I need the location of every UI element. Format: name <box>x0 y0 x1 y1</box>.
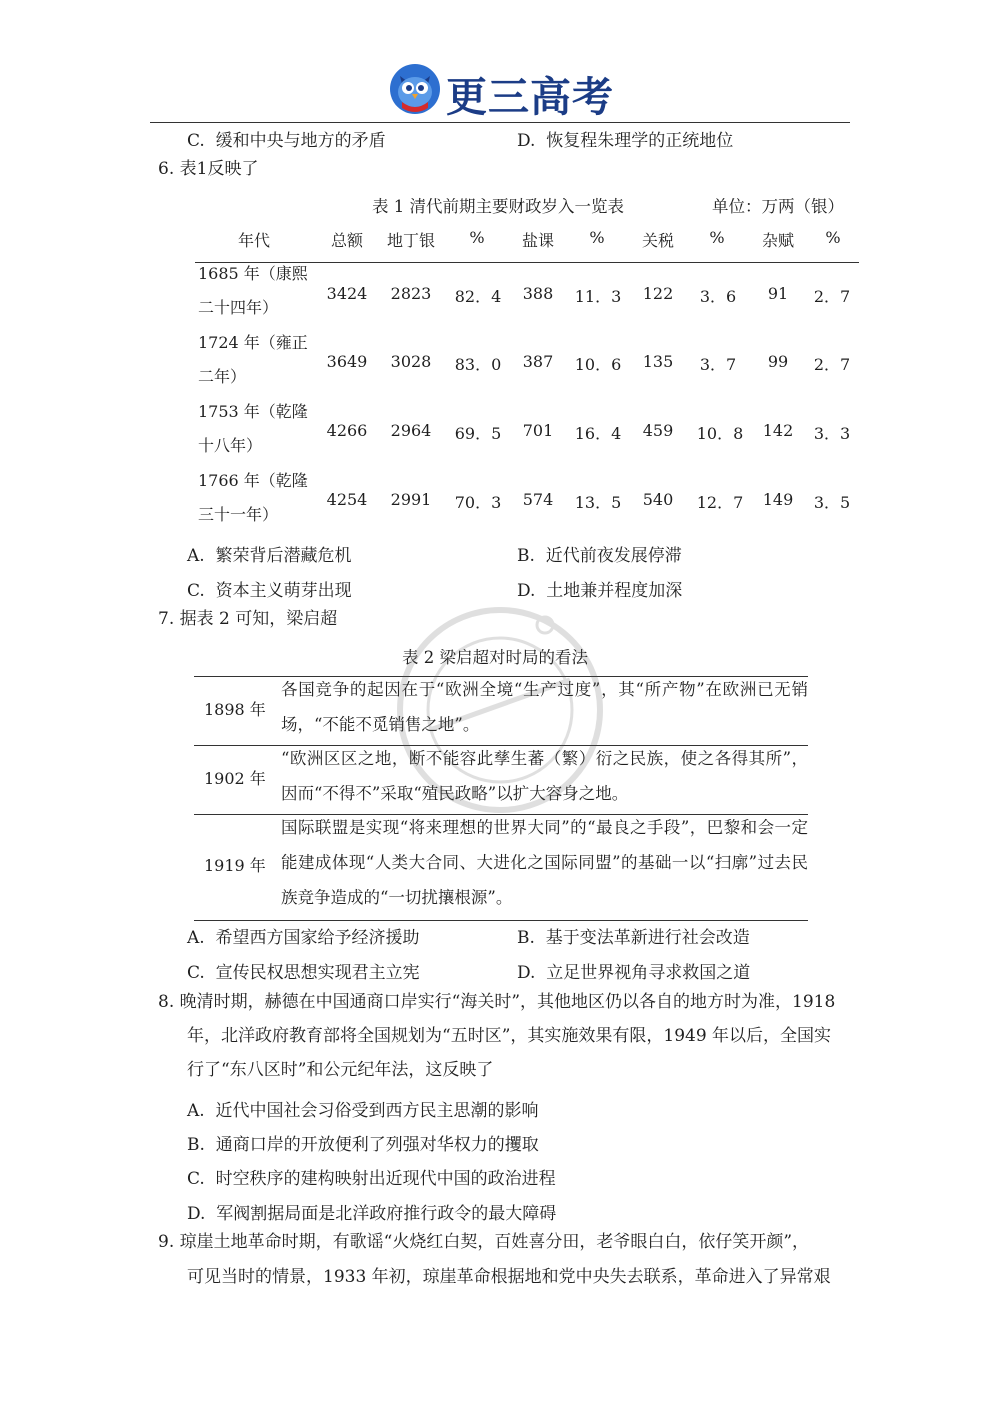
table1-cell: 2．7 <box>813 355 851 374</box>
table1-year-cell: 1685 年（康熙二十四年） <box>198 264 308 317</box>
table1-cell: 3．7 <box>699 355 737 374</box>
table1-cell: 2．7 <box>813 287 851 306</box>
q7-option-d: D. 立足世界视角寻求救国之道 <box>517 963 751 983</box>
table2-rule <box>194 920 808 921</box>
q9-stem-line: 9. 琼崖土地革命时期，有歌谣“火烧红白契，百姓喜分田，老爷眼白白，依仔笑开颜”， <box>158 1232 810 1252</box>
table1-cell: 142 <box>762 421 794 440</box>
table2-year-cell: 1898 年 <box>204 700 266 719</box>
q8-option-d: D. 军阀割据局面是北洋政府推行政令的最大障碍 <box>187 1204 557 1224</box>
table1-cell: 459 <box>642 421 674 440</box>
q5-option-d: D. 恢复程朱理学的正统地位 <box>517 131 734 151</box>
table1-cell: 3424 <box>326 284 368 303</box>
table1-year-cell: 1766 年（乾隆三十一年） <box>198 471 308 524</box>
table1-cell: 10．8 <box>696 424 744 443</box>
table1-cell: 574 <box>522 490 554 509</box>
table1-cell: 388 <box>522 284 554 303</box>
table1-cell: 3649 <box>326 352 368 371</box>
q9-stem-line: 可见当时的情景，1933 年初，琼崖革命根据地和党中央失去联系，革命进入了异常艰 <box>187 1267 831 1287</box>
table1-cell: 3．5 <box>813 493 851 512</box>
table1-cell: 540 <box>642 490 674 509</box>
table2-year-cell: 1919 年 <box>204 856 266 875</box>
table1-col-header: 盐课 <box>521 231 554 250</box>
table1-col-header: % <box>589 228 605 247</box>
table1-cell: 2964 <box>390 421 432 440</box>
table1-cell: 122 <box>642 284 674 303</box>
table1-unit: 单位：万两（银） <box>712 197 844 216</box>
table1-cell: 149 <box>762 490 794 509</box>
table1-col-header: 总额 <box>330 231 363 250</box>
table1-cell: 4266 <box>326 421 368 440</box>
q6-option-b: B. 近代前夜发展停滞 <box>517 546 682 566</box>
table1-cell: 16．4 <box>574 424 622 443</box>
table1-year-cell: 1724 年（雍正二年） <box>198 333 308 386</box>
q6-option-d: D. 土地兼并程度加深 <box>517 581 683 601</box>
q8-stem-line: 行了“东八区时”和公元纪年法，这反映了 <box>187 1060 494 1080</box>
table1-cell: 99 <box>767 352 789 371</box>
table1-cell: 3．3 <box>813 424 851 443</box>
table1-cell: 12．7 <box>696 493 744 512</box>
table1-cell: 91 <box>767 284 789 303</box>
table2-text-cell: 国际联盟是实现“将来理想的世界大同”的“最良之手段”，巴黎和会一定能建成体现“人类大合同、大进化之国际同盟”的基础一以“扫廓”过去民族竞争造成的“一切扰攘根源”。 <box>281 818 808 907</box>
table1-cell: 387 <box>522 352 554 371</box>
q8-option-a: A. 近代中国社会习俗受到西方民主思潮的影响 <box>187 1101 539 1121</box>
table1-col-header: 地丁银 <box>386 231 435 250</box>
table1-cell: 69．5 <box>454 424 502 443</box>
header-divider <box>150 122 850 123</box>
table2-text-cell: “欧洲区区之地，断不能容此孳生蕃（繁）衍之民族，使之各得其所”，因而“不得不”采取“殖民政略”以扩大容身之地。 <box>281 749 808 803</box>
q7-option-a: A. 希望西方国家给予经济援助 <box>187 928 420 948</box>
table1-cell: 10．6 <box>574 355 622 374</box>
table1-col-header: 关税 <box>641 231 674 250</box>
q7-option-c: C. 宣传民权思想实现君主立宪 <box>187 963 420 983</box>
table1-col-header: 年代 <box>237 231 270 250</box>
owl-mascot-icon <box>388 62 442 116</box>
table1-title: 表 1 清代前期主要财政岁入一览表 <box>372 197 624 216</box>
q5-option-c: C. 缓和中央与地方的矛盾 <box>187 131 386 151</box>
q8-stem-line: 年，北洋政府教育部将全国规划为“五时区”，其实施效果有限，1949 年以后，全国实 <box>187 1026 832 1046</box>
table1-year-cell: 1753 年（乾隆十八年） <box>198 402 308 455</box>
table1-cell: 70．3 <box>454 493 502 512</box>
q7-stem: 7. 据表 2 可知，梁启超 <box>158 609 338 629</box>
q6-option-a: A. 繁荣背后潜藏危机 <box>187 546 352 566</box>
q8-stem-line: 8. 晚清时期，赫德在中国通商口岸实行“海关时”，其他地区仍以各自的地方时为准，1918 <box>158 992 836 1012</box>
table1-col-header: % <box>825 228 841 247</box>
table1-cell: 3．6 <box>699 287 737 306</box>
table1-cell: 11．3 <box>574 287 622 306</box>
table1-cell: 135 <box>642 352 674 371</box>
table1-cell: 2991 <box>390 490 432 509</box>
q7-option-b: B. 基于变法革新进行社会改造 <box>517 928 750 948</box>
table2-year-cell: 1902 年 <box>204 769 266 788</box>
table1-col-header: 杂赋 <box>761 231 794 250</box>
table1-cell: 4254 <box>326 490 368 509</box>
table1-cell: 13．5 <box>574 493 622 512</box>
table1-cell: 3028 <box>390 352 432 371</box>
q6-stem: 6. 表1反映了 <box>158 159 259 179</box>
q8-option-c: C. 时空秩序的建构映射出近现代中国的政治进程 <box>187 1169 556 1189</box>
q8-option-b: B. 通商口岸的开放便利了列强对华权力的攫取 <box>187 1135 539 1155</box>
table1-col-header: % <box>469 228 485 247</box>
table1-cell: 83．0 <box>454 355 502 374</box>
table2-title: 表 2 梁启超对时局的看法 <box>402 648 588 667</box>
brand-name: 更三高考 <box>446 73 614 121</box>
table1-cell: 2823 <box>390 284 432 303</box>
table1-col-header: % <box>709 228 725 247</box>
table1-cell: 82．4 <box>454 287 502 306</box>
table2-text-cell: 各国竞争的起因在于“欧洲全境“生产过度”，其“所产物”在欧洲已无销场，“不能不觅销售之地”。 <box>281 680 808 734</box>
q6-option-c: C. 资本主义萌芽出现 <box>187 581 352 601</box>
brand-logo <box>388 62 638 121</box>
table1-cell: 701 <box>522 421 554 440</box>
